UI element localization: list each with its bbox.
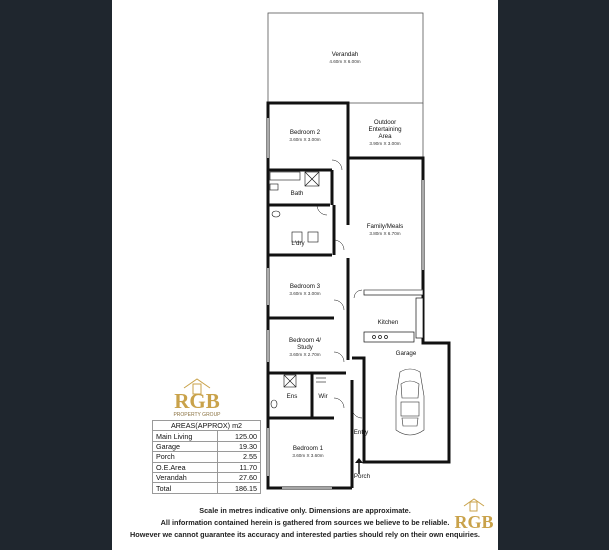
table-row	[153, 472, 261, 482]
table-row	[153, 483, 261, 493]
areas-header-row	[153, 421, 261, 431]
bedroom3-label: Bedroom 3	[289, 283, 321, 290]
ensuite-label: Ens	[286, 393, 298, 400]
bedroom1-label: Bedroom 1	[292, 445, 324, 452]
wir-label: Wir	[318, 393, 328, 400]
area-value: 19.30	[218, 441, 261, 451]
car-icon	[396, 369, 424, 435]
entry-label: Entry	[353, 429, 369, 436]
areas-table	[152, 420, 261, 494]
bedroom4-label-2: Study	[297, 344, 313, 351]
area-name: Verandah	[153, 472, 218, 482]
bedroom4-label-1: Bedroom 4/	[289, 337, 321, 344]
area-value: 186.15	[218, 483, 261, 493]
area-name: Porch	[153, 452, 218, 462]
bedroom3-dims: 3.60m X 3.00m	[289, 291, 321, 296]
outdoor-label-3: Area	[378, 133, 392, 140]
disclaimer-line-2: All information contained herein is gathered from sources we believe to be reliable.	[160, 518, 450, 528]
bedroom2-dims: 3.60m X 3.00m	[289, 137, 321, 142]
verandah-dims: 4.60m X 6.00m	[329, 59, 361, 64]
disclaimer-line-1: Scale in metres indicative only. Dimensions are approximate.	[199, 506, 411, 515]
logo-letters-small: RGB	[454, 512, 494, 532]
window-lines	[267, 118, 424, 489]
bedroom4-dims: 3.60m X 2.70m	[289, 352, 321, 357]
garage-label: Garage	[395, 350, 417, 357]
area-name: Garage	[153, 441, 218, 451]
bedroom2-label: Bedroom 2	[289, 129, 321, 136]
area-value: 11.70	[218, 462, 261, 472]
areas-header	[153, 421, 261, 431]
area-value: 27.60	[218, 472, 261, 482]
kitchen-bench	[364, 290, 423, 342]
table-row	[153, 441, 261, 451]
table-row	[153, 462, 261, 472]
disclaimer-line-3: However we cannot guarantee its accuracy and interested parties should rely on their own enquiries.	[130, 530, 480, 540]
outdoor-label-1: Outdoor	[373, 119, 397, 126]
porch-label: Porch	[353, 473, 371, 480]
area-name: O.E.Area	[153, 462, 218, 472]
rgb-logo	[160, 376, 234, 420]
area-name: Total	[153, 483, 218, 493]
bedroom1-dims: 3.60m X 3.60m	[292, 453, 324, 458]
laundry-label: L'dry	[291, 240, 305, 247]
area-value: 125.00	[218, 431, 261, 441]
area-value: 2.55	[218, 452, 261, 462]
areas-header-label: AREAS(APPROX)	[170, 421, 231, 431]
entry-arrow-icon	[355, 458, 363, 474]
kitchen-label: Kitchen	[377, 319, 399, 326]
outdoor-dims: 3.90m X 3.00m	[369, 141, 401, 146]
areas-header-unit: m2	[232, 421, 243, 431]
family-dims: 3.80m X 6.70m	[369, 231, 401, 236]
verandah-outline	[268, 13, 423, 103]
bath-label: Bath	[290, 190, 304, 197]
disclaimer-notes	[112, 505, 498, 542]
verandah-label: Verandah	[331, 51, 359, 58]
logo-letters: RGB	[174, 389, 220, 413]
outdoor-label-2: Entertaining	[368, 126, 402, 133]
family-label: Family/Meals	[366, 223, 404, 230]
table-row	[153, 431, 261, 441]
floor-plan-sheet	[112, 0, 498, 550]
area-name: Main Living	[153, 431, 218, 441]
door-swings	[317, 160, 362, 418]
table-row	[153, 452, 261, 462]
logo-tagline: PROPERTY GROUP	[173, 412, 221, 418]
